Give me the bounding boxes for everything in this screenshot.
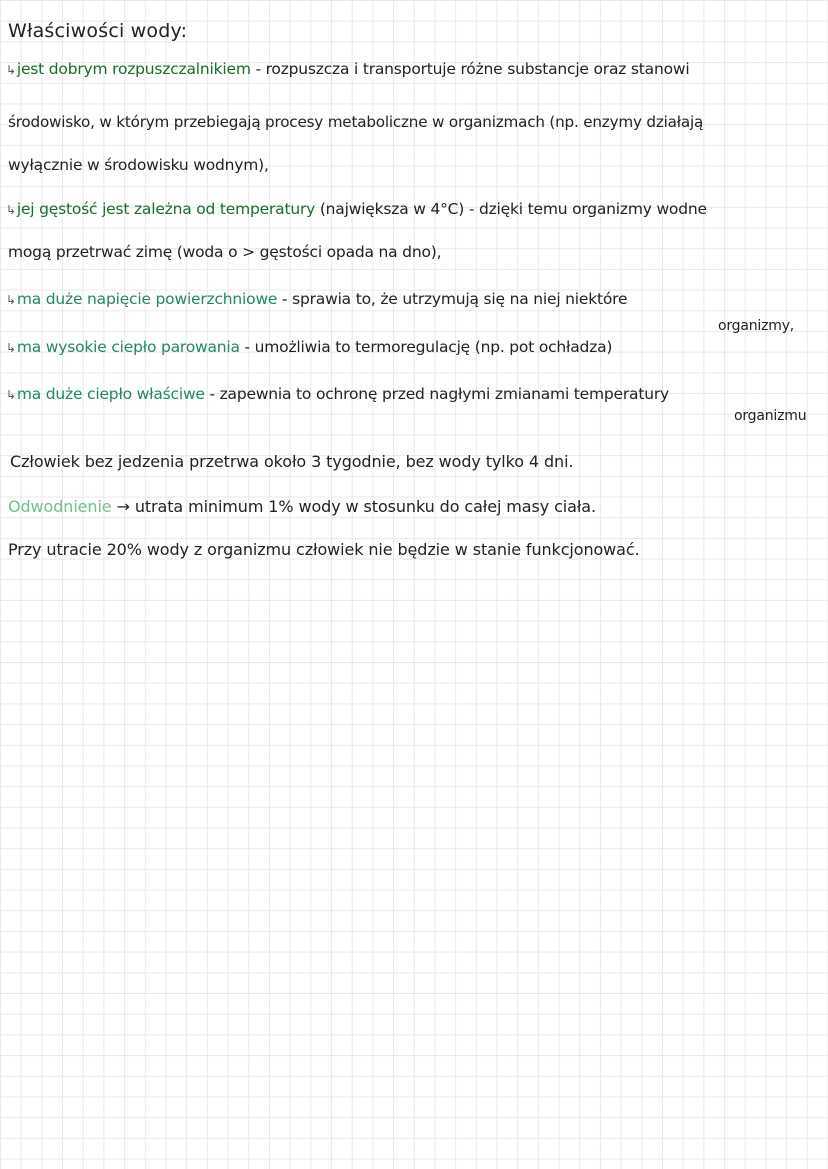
- property-term-surface-tension: ma duże napięcie powierzchniowe: [16, 290, 278, 308]
- arrow-icon: ↳: [6, 293, 16, 307]
- property-term-density: jej gęstość jest zależna od temperatury: [16, 200, 316, 218]
- arrow-icon: ↳: [6, 203, 16, 217]
- property-line-specific-heat: [6, 385, 669, 403]
- property-continuation: wyłącznie w środowisku wodnym),: [8, 156, 269, 174]
- property-term-specific-heat: ma duże ciepło właściwe: [16, 385, 205, 403]
- property-continuation: mogą przetrwać zimę (woda o > gęstości opada na dno),: [8, 243, 442, 261]
- property-continuation: środowisko, w którym przebiegają procesy metaboliczne w organizmach (np. enzymy działają: [8, 113, 704, 131]
- dehydration-text: utrata minimum 1% wody w stosunku do całej masy ciała.: [134, 497, 596, 516]
- property-note: organizmy,: [718, 318, 795, 334]
- property-line-vaporization: [6, 338, 612, 356]
- property-line-surface-tension: [6, 290, 627, 308]
- property-term-solvent: jest dobrym rozpuszczalnikiem: [16, 60, 251, 78]
- property-line-solvent: [6, 60, 689, 78]
- survival-fact: Człowiek bez jedzenia przetrwa około 3 tygodnie, bez wody tylko 4 dni.: [10, 452, 574, 471]
- arrow-icon: ↳: [6, 63, 16, 77]
- property-term-vaporization: ma wysokie ciepło parowania: [16, 338, 240, 356]
- property-desc-solvent: - rozpuszcza i transportuje różne substancje oraz stanowi: [250, 60, 690, 78]
- property-line-density: [6, 200, 707, 218]
- property-desc-specific-heat: - zapewnia to ochronę przed nagłymi zmianami temperatury: [204, 385, 669, 403]
- property-desc-vaporization: - umożliwia to termoregulację (np. pot ochładza): [239, 338, 613, 356]
- page-title: Właściwości wody:: [8, 20, 188, 42]
- water-loss-fact: Przy utracie 20% wody z organizmu człowiek nie będzie w stanie funkcjonować.: [8, 540, 640, 559]
- definition-arrow: →: [111, 497, 135, 516]
- property-desc-density: (największa w 4°C) - dzięki temu organizmy wodne: [315, 200, 707, 218]
- arrow-icon: ↳: [6, 388, 16, 402]
- arrow-icon: ↳: [6, 341, 16, 355]
- dehydration-term: Odwodnienie: [8, 497, 112, 516]
- dehydration-definition: [8, 497, 596, 516]
- property-note: organizmu: [734, 408, 807, 424]
- property-desc-surface-tension: - sprawia to, że utrzymują się na niej niektóre: [277, 290, 628, 308]
